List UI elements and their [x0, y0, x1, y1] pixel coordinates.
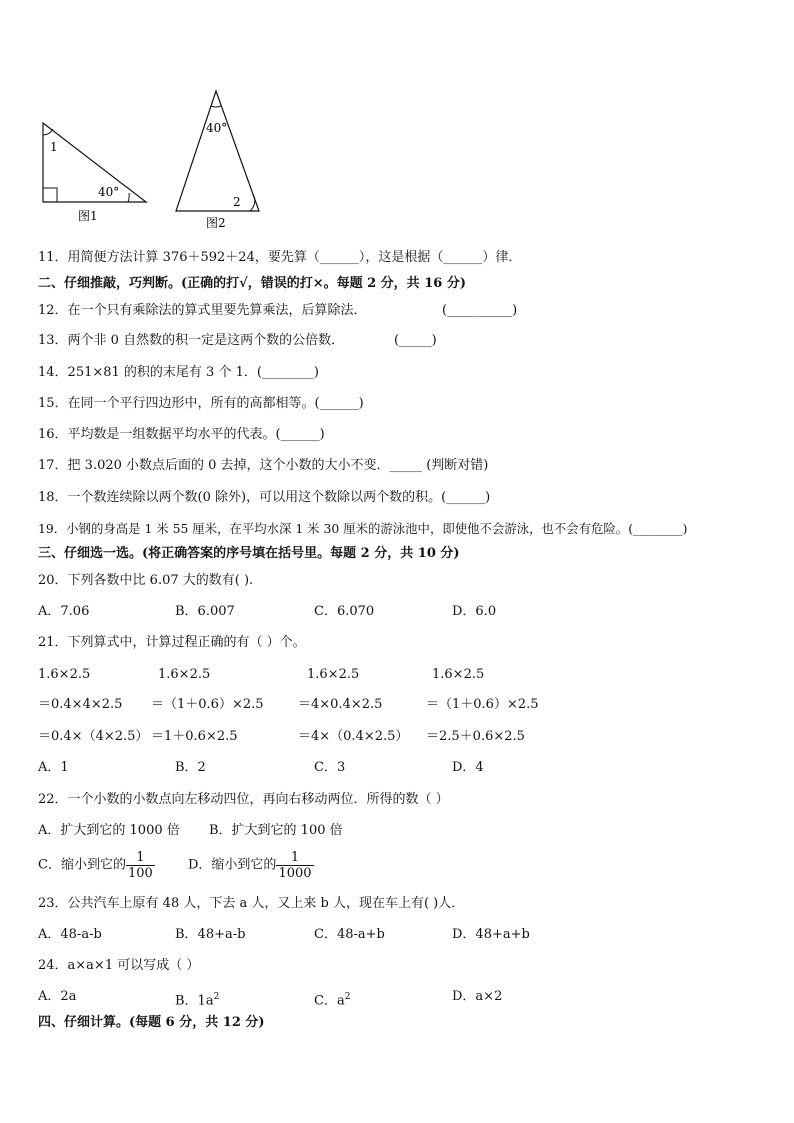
question-20-stem: 20．下列各数中比 6.07 大的数有( ).	[38, 573, 254, 588]
fig1-angle-1-label: 1	[50, 140, 58, 154]
q21-col4-line3: ＝2.5＋0.6×2.5	[426, 729, 525, 744]
question-13-text: 13．两个非 0 自然数的积一定是这两个数的公倍数．	[38, 333, 345, 348]
question-17: 17．把 3.020 小数点后面的 0 去掉，这个小数的大小不变．_____ (判断对错)	[38, 458, 489, 473]
q21-col1-line2: ＝0.4×4×2.5	[38, 697, 123, 712]
section-4-heading: 四、仔细计算。(每题 6 分，共 12 分)	[38, 1015, 265, 1030]
figure-2-isosceles-triangle	[170, 86, 270, 234]
q24-option-b-base: B．1a	[175, 993, 214, 1009]
q20-option-b[interactable]: B．6.007	[175, 604, 235, 619]
q22-option-d-text: D．缩小到它的	[188, 857, 277, 873]
q21-option-d[interactable]: D．4	[452, 760, 484, 775]
fig2-caption: 图2	[206, 216, 226, 230]
fraction-numerator: 1	[290, 850, 300, 865]
q22-option-c-text: C．缩小到它的	[38, 857, 126, 873]
fraction-numerator: 1	[136, 850, 145, 865]
q22-option-d[interactable]	[188, 850, 314, 881]
q21-col1-line1: 1.6×2.5	[38, 667, 91, 682]
q21-option-a[interactable]: A．1	[38, 760, 69, 775]
q24-option-c[interactable]	[314, 989, 350, 1009]
q20-option-d[interactable]: D．6.0	[452, 604, 497, 619]
question-22-stem: 22．一个小数的小数点向左移动四位，再向右移动两位．所得的数（ ）	[38, 792, 449, 807]
q24-option-b-exponent: 2	[213, 992, 220, 1002]
q24-option-c-base: C．a	[314, 993, 345, 1009]
q21-option-c[interactable]: C．3	[314, 760, 346, 775]
q21-col3-line1: 1.6×2.5	[307, 667, 360, 682]
figure-1-right-triangle	[36, 116, 156, 226]
question-13-blank[interactable]: (_____)	[394, 333, 437, 348]
q24-option-c-exponent: 2	[344, 992, 351, 1002]
q22-option-c[interactable]	[38, 850, 155, 881]
fraction-denominator: 100	[127, 866, 153, 881]
question-21-stem: 21．下列算式中，计算过程正确的有（ ）个。	[38, 635, 306, 650]
q24-option-a[interactable]: A．2a	[38, 989, 77, 1004]
fraction-denominator: 1000	[278, 866, 312, 881]
q22-option-b[interactable]: B．扩大到它的 100 倍	[209, 823, 343, 838]
question-11: 11．用简便方法计算 376＋592＋24，要先算（______），这是根据（______）律．	[38, 250, 522, 265]
q21-col1-line3: ＝0.4×（4×2.5）	[38, 729, 149, 744]
question-13	[38, 333, 437, 349]
q21-col4-line1: 1.6×2.5	[432, 667, 485, 682]
fig1-caption: 图1	[78, 209, 98, 223]
question-24-stem: 24．a×a×1 可以写成（ ）	[38, 958, 200, 973]
q21-col2-line1: 1.6×2.5	[158, 667, 211, 682]
q22-option-c-fraction	[126, 850, 155, 881]
q21-col2-line3: ＝1＋0.6×2.5	[151, 729, 238, 744]
q21-col3-line2: ＝4×0.4×2.5	[298, 697, 383, 712]
q22-option-d-fraction	[276, 850, 313, 881]
question-12-blank[interactable]: (__________)	[442, 303, 518, 318]
q23-option-a[interactable]: A．48-a-b	[38, 927, 102, 942]
q20-option-c[interactable]: C．6.070	[314, 604, 375, 619]
q21-col2-line2: ＝（1＋0.6）×2.5	[151, 697, 264, 712]
q22-option-a[interactable]: A．扩大到它的 1000 倍	[38, 823, 180, 838]
question-19: 19．小钢的身高是 1 米 55 厘米，在平均水深 1 米 30 厘米的游泳池中，即使他不会游泳，也不会有危险。(________)	[38, 521, 688, 536]
q24-option-b[interactable]	[175, 989, 219, 1009]
q23-option-c[interactable]: C．48-a+b	[314, 927, 385, 942]
fig2-angle-top-label: 40°	[206, 121, 228, 135]
section-3-heading: 三、仔细选一选。(将正确答案的序号填在括号里。每题 2 分，共 10 分)	[38, 546, 460, 561]
question-12-text: 12．在一个只有乘除法的算式里要先算乘法，后算除法．	[38, 303, 367, 318]
fig1-angle-40-label: 40°	[98, 185, 120, 199]
q21-col4-line2: ＝（1＋0.6）×2.5	[426, 697, 539, 712]
question-12	[38, 303, 518, 319]
q23-option-b[interactable]: B．48+a-b	[175, 927, 246, 942]
question-16: 16．平均数是一组数据平均水平的代表。(______)	[38, 427, 325, 442]
question-15: 15．在同一个平行四边形中，所有的高都相等。(______)	[38, 396, 364, 411]
q24-option-d[interactable]: D．a×2	[452, 989, 503, 1004]
question-23-stem: 23．公共汽车上原有 48 人，下去 a 人，又上来 b 人，现在车上有( )人．	[38, 896, 465, 911]
q21-col3-line3: ＝4×（0.4×2.5）	[298, 729, 409, 744]
q21-option-b[interactable]: B．2	[175, 760, 206, 775]
section-2-heading: 二、仔细推敲，巧判断。(正确的打√，错误的打×。每题 2 分，共 16 分)	[38, 276, 466, 291]
q23-option-d[interactable]: D．48+a+b	[452, 927, 530, 942]
question-18: 18．一个数连续除以两个数(0 除外)，可以用这个数除以两个数的积。(______)	[38, 490, 491, 505]
q20-option-a[interactable]: A．7.06	[38, 604, 90, 619]
fig2-angle-2-label: 2	[233, 195, 241, 209]
question-14: 14．251×81 的积的末尾有 3 个 1．(________)	[38, 365, 320, 380]
